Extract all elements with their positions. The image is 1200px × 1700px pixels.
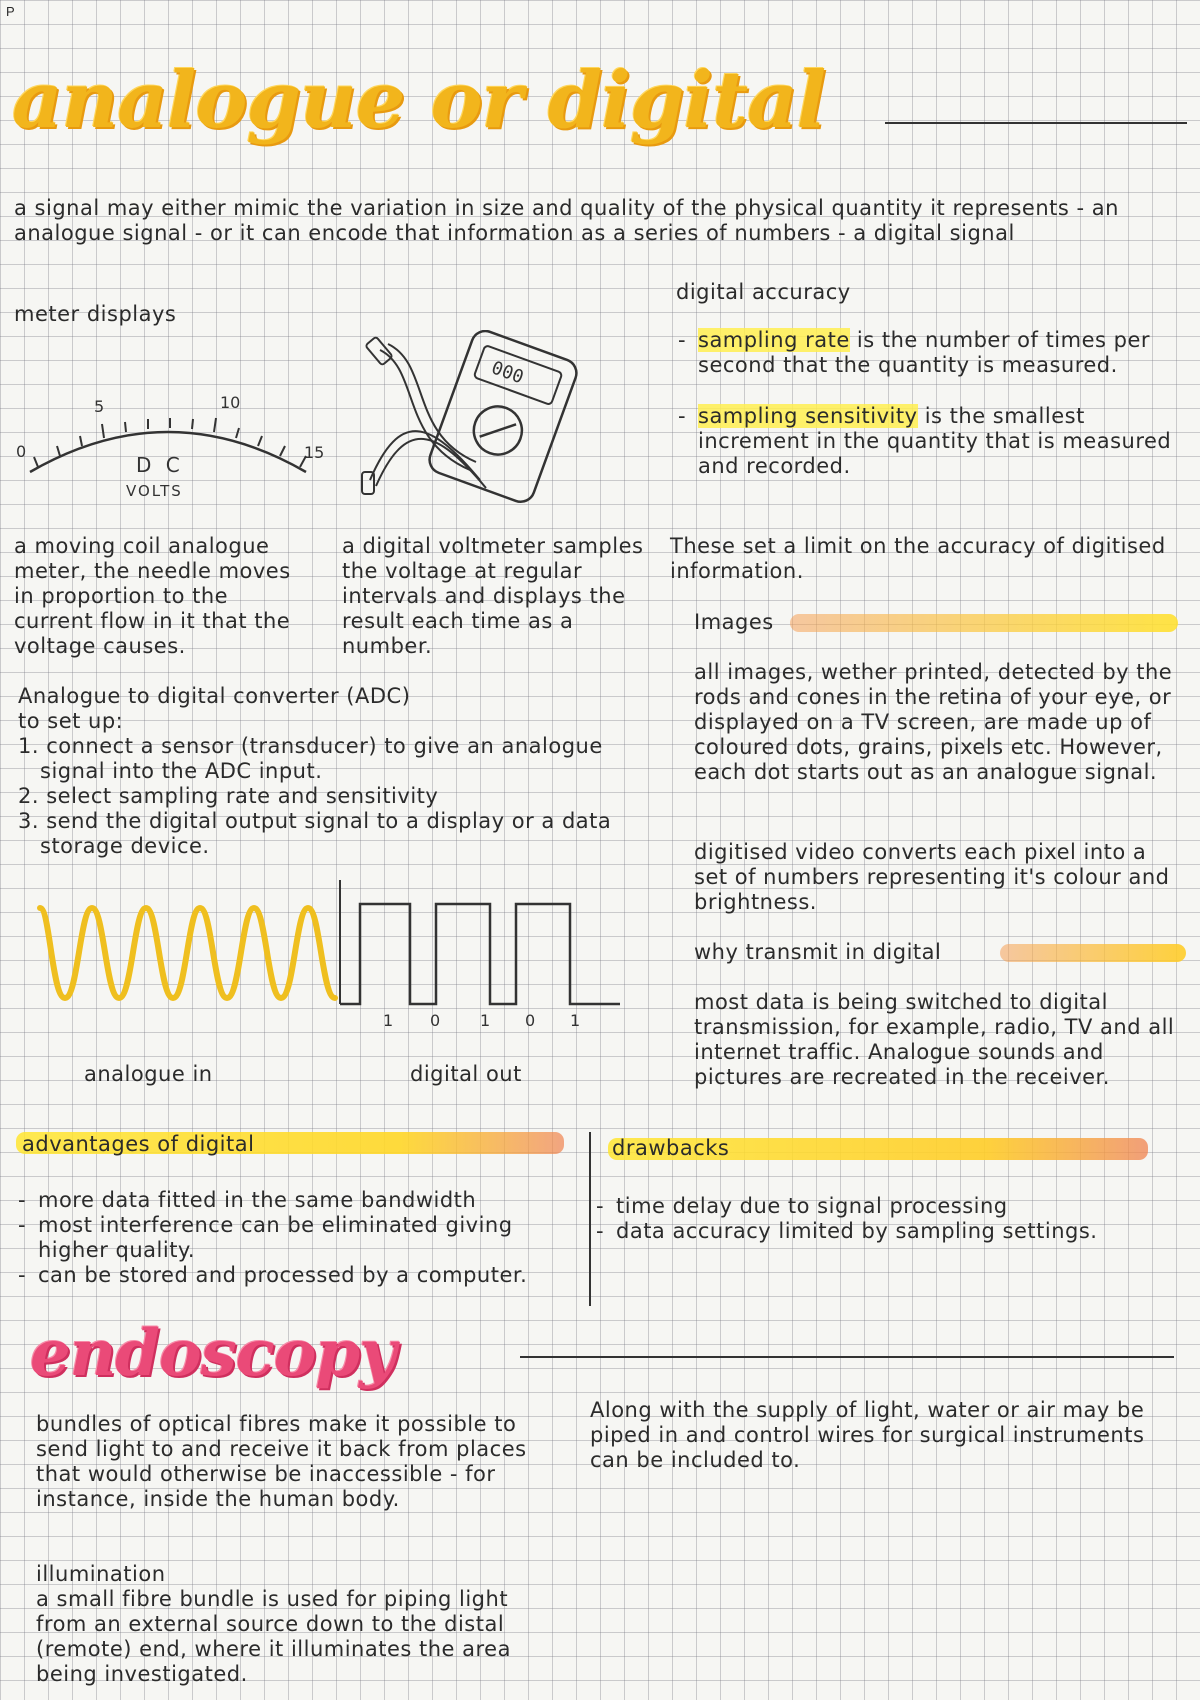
adc-setup: to set up: bbox=[18, 709, 124, 733]
accuracy-heading: digital accuracy bbox=[676, 280, 851, 304]
illumination-text: a small fibre bundle is used for piping light from an external source down to the distal (remote) end, where it illuminates the area being investigated. bbox=[36, 1587, 511, 1686]
meter-scale-15: 15 bbox=[304, 443, 325, 462]
voltmeter-display: 000 bbox=[488, 357, 527, 389]
meter-heading: meter displays bbox=[14, 302, 177, 326]
digital-meter-text: a digital voltmeter samples the voltage at regular intervals and displays the result each time as a number. bbox=[342, 534, 644, 658]
analogue-wave bbox=[40, 908, 335, 998]
bit-label: 1 bbox=[480, 1011, 491, 1030]
drawback-item: - time delay due to signal processing bbox=[594, 1194, 1134, 1219]
accuracy-item bbox=[676, 328, 1176, 378]
bit-label: 0 bbox=[430, 1011, 441, 1030]
meter-scale-10: 10 bbox=[220, 393, 241, 412]
adc-step: 1. connect a sensor (transducer) to give an analogue signal into the ADC input. bbox=[18, 734, 603, 783]
columns-divider bbox=[589, 1132, 591, 1306]
drawbacks-heading: drawbacks bbox=[612, 1136, 730, 1160]
sampling-sensitivity-def: is the smallest increment in the quantity that is measured and recorded. bbox=[698, 404, 1172, 478]
images-heading: Images bbox=[694, 610, 774, 634]
voltmeter-body bbox=[426, 330, 580, 506]
bit-label: 0 bbox=[525, 1011, 536, 1030]
accuracy-note: These set a limit on the accuracy of digitised information. bbox=[670, 534, 1166, 583]
why-heading: why transmit in digital bbox=[694, 940, 942, 964]
accuracy-list bbox=[676, 328, 1176, 479]
sampling-sensitivity-term: sampling sensitivity bbox=[698, 404, 918, 428]
meter-volts-label: VOLTS bbox=[126, 482, 183, 500]
images-highlight bbox=[790, 614, 1178, 632]
meter-dc-label: D C bbox=[136, 453, 184, 477]
title-rule bbox=[885, 122, 1187, 124]
accuracy-item bbox=[676, 404, 1176, 479]
bit-label: 1 bbox=[383, 1011, 394, 1030]
digital-voltmeter-drawing bbox=[360, 330, 580, 510]
images-paragraph: all images, wether printed, detected by the rods and cones in the retina of your eye, or displayed on a TV screen, are made up of coloured dots, grains, pixels etc. However, each dot starts out as an analogue signal. bbox=[694, 660, 1173, 784]
analogue-in-label: analogue in bbox=[84, 1062, 213, 1086]
bit-label: 1 bbox=[570, 1011, 581, 1030]
illumination-heading: illumination bbox=[36, 1562, 166, 1586]
analogue-meter-text: a moving coil analogue meter, the needle moves in proportion to the current flow in it that the voltage causes. bbox=[14, 534, 291, 658]
illumination-block bbox=[36, 1562, 556, 1687]
sampling-rate-def: is the number of times per second that the quantity is measured. bbox=[698, 328, 1151, 377]
digitised-video-paragraph: digitised video converts each pixel into a set of numbers representing it's colour and brightness. bbox=[694, 840, 1170, 914]
adc-step: 2. select sampling rate and sensitivity bbox=[18, 784, 439, 808]
adc-signal-diagram bbox=[30, 878, 650, 1038]
endoscopy-rule bbox=[520, 1356, 1174, 1358]
sampling-rate-term: sampling rate bbox=[698, 328, 850, 352]
page-title: analogue or digital bbox=[12, 55, 826, 146]
voltmeter-leads bbox=[362, 337, 486, 494]
endoscopy-right-paragraph: Along with the supply of light, water or air may be piped in and control wires for surgical instruments can be included to. bbox=[590, 1398, 1145, 1472]
advantage-item: - can be stored and processed by a computer. bbox=[16, 1263, 584, 1288]
endoscopy-title: endoscopy bbox=[30, 1316, 396, 1391]
page-letter: P bbox=[6, 4, 15, 19]
endoscopy-paragraph: bundles of optical fibres make it possible to send light to and receive it back from places that would otherwise be inaccessible - for instance, inside the human body. bbox=[36, 1412, 527, 1511]
digital-out-label: digital out bbox=[410, 1062, 522, 1086]
advantage-item: - most interference can be eliminated giving higher quality. bbox=[16, 1213, 584, 1263]
adc-steps bbox=[18, 734, 658, 859]
adc-step: 3. send the digital output signal to a display or a data storage device. bbox=[18, 809, 612, 858]
advantages-heading: advantages of digital bbox=[22, 1132, 255, 1156]
why-highlight bbox=[1000, 944, 1186, 962]
meter-scale-5: 5 bbox=[94, 397, 105, 416]
adc-block bbox=[18, 684, 658, 859]
digital-bits bbox=[383, 1011, 580, 1030]
adc-heading: Analogue to digital converter (ADC) bbox=[18, 684, 411, 708]
analogue-meter-drawing bbox=[8, 372, 328, 512]
why-paragraph: most data is being switched to digital transmission, for example, radio, TV and all internet traffic. Analogue sounds and pictures are recreated in the receiver. bbox=[694, 990, 1175, 1089]
advantage-item: - more data fitted in the same bandwidth bbox=[16, 1188, 584, 1213]
digital-wave bbox=[340, 904, 620, 1004]
drawback-item: - data accuracy limited by sampling settings. bbox=[594, 1219, 1134, 1244]
meter-scale-0: 0 bbox=[16, 442, 27, 461]
drawbacks-list bbox=[594, 1194, 1134, 1244]
advantages-list bbox=[16, 1188, 584, 1288]
intro-text: a signal may either mimic the variation in size and quality of the physical quantity it represents - an analogue signal - or it can encode that information as a series of numbers - a digital signal bbox=[14, 196, 1119, 245]
